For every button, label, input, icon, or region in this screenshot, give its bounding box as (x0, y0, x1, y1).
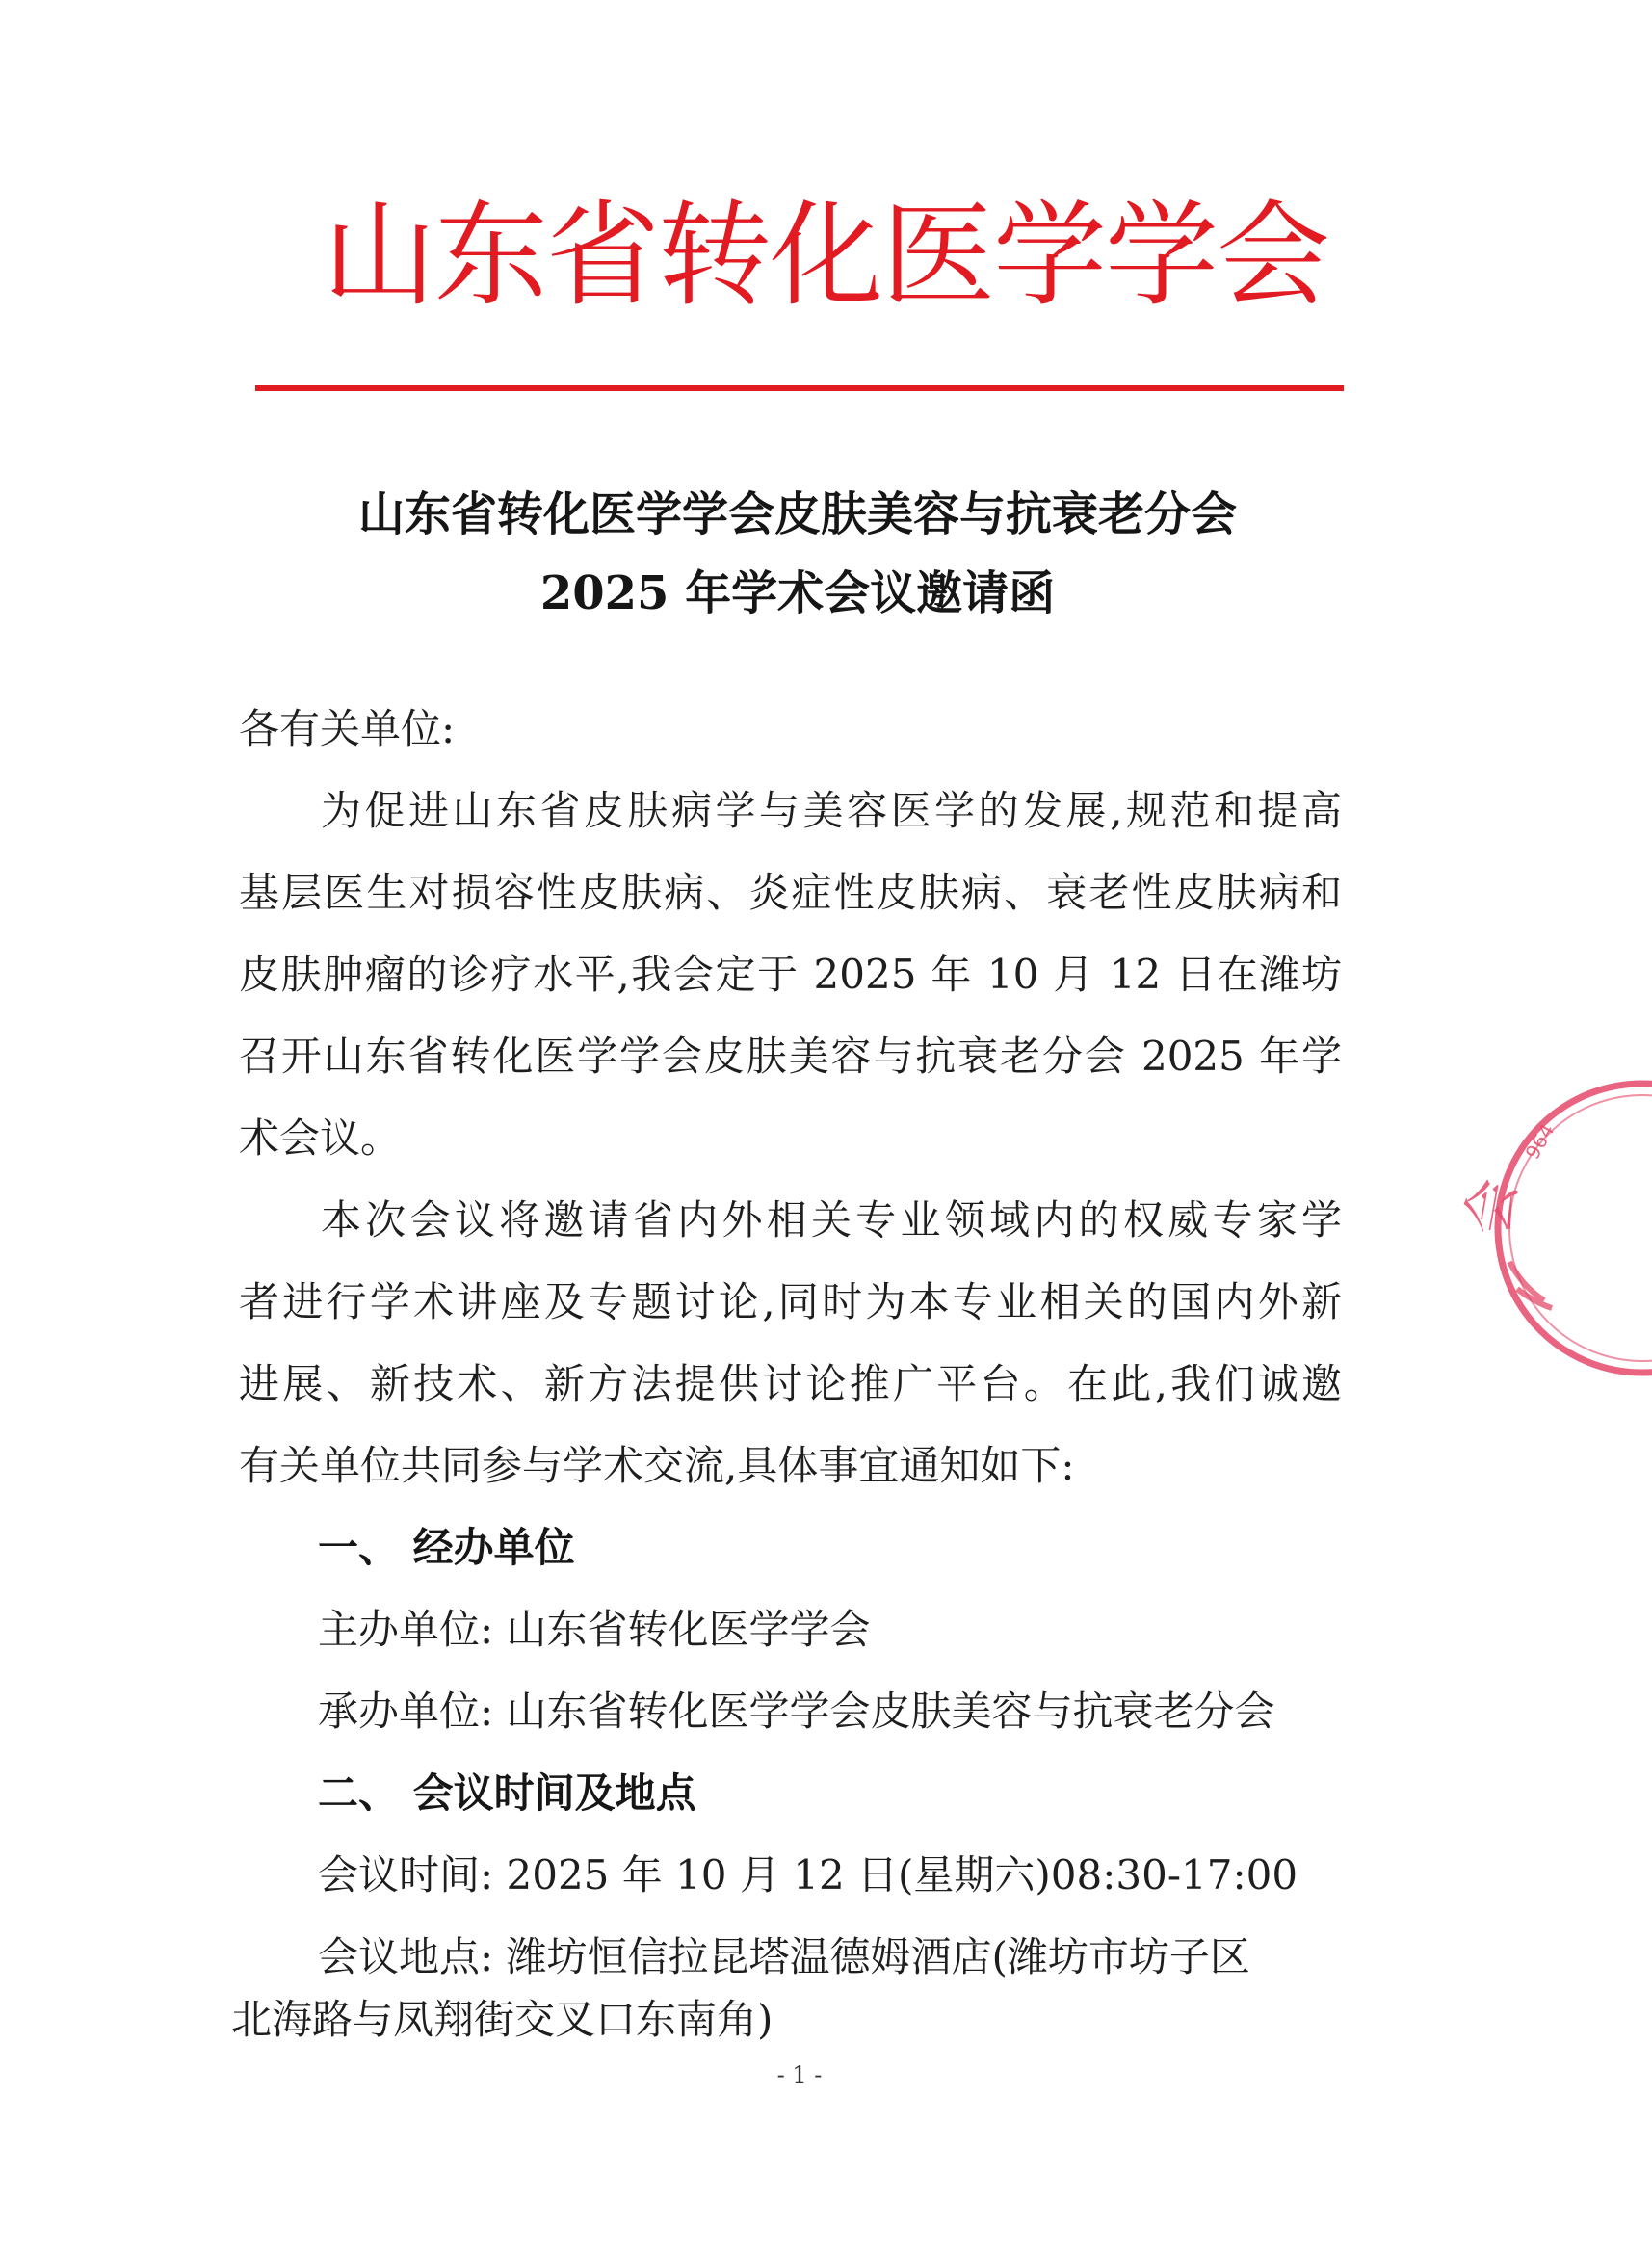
section-2-heading: 二、 会议时间及地点 (318, 1769, 696, 1817)
organizer-line: 主办单位: 山东省转化医学学会 (318, 1606, 871, 1653)
section-1-heading: 一、 经办单位 (318, 1524, 575, 1571)
paragraph-1-line-1: 为促进山东省皮肤病学与美容医学的发展,规范和提高 (321, 787, 1342, 834)
meeting-venue-line-1: 会议地点: 潍坊恒信拉昆塔温德姆酒店(潍坊市坊子区 (318, 1933, 1250, 1980)
paragraph-1-line-5: 术会议。 (239, 1114, 402, 1162)
document-title-line-2: 2025 年学术会议邀请函 (539, 566, 1056, 620)
official-seal-icon (1454, 1069, 1652, 1387)
seal-character: 会 (1454, 1173, 1529, 1241)
paragraph-2-line-4: 有关单位共同参与学术交流,具体事宜通知如下: (239, 1442, 1075, 1489)
document-title-line-1: 山东省转化医学学会皮肤美容与抗衰老分会 (357, 487, 1237, 541)
meeting-time-line: 会议时间: 2025 年 10 月 12 日(星期六)08:30-17:00 (318, 1851, 1298, 1899)
paragraph-1-line-3: 皮肤肿瘤的诊疗水平,我会定于 2025 年 10 月 12 日在潍坊 (239, 951, 1342, 998)
salutation: 各有关单位: (239, 705, 456, 752)
paragraph-1-line-4: 召开山东省转化医学学会皮肤美容与抗衰老分会 2025 年学 (239, 1033, 1342, 1080)
seal-digits: 964 (1520, 1119, 1560, 1164)
paragraph-2-line-1: 本次会议将邀请省内外相关专业领域内的权威专家学 (321, 1196, 1342, 1244)
paragraph-2-line-2: 者进行学术讲座及专题讨论,同时为本专业相关的国内外新 (239, 1278, 1342, 1325)
meeting-venue-line-2: 北海路与凤翔街交叉口东南角) (231, 1996, 774, 2043)
letterhead-divider (255, 385, 1344, 391)
page-number: - 1 - (776, 2061, 823, 2088)
paragraph-1-line-2: 基层医生对损容性皮肤病、炎症性皮肤病、衰老性皮肤病和 (239, 869, 1342, 916)
undertaker-line: 承办单位: 山东省转化医学学会皮肤美容与抗衰老分会 (318, 1688, 1275, 1735)
letterhead-title: 山东省转化医学学会 (323, 189, 1329, 322)
paragraph-2-line-3: 进展、新技术、新方法提供讨论推广平台。在此,我们诚邀 (239, 1360, 1342, 1407)
